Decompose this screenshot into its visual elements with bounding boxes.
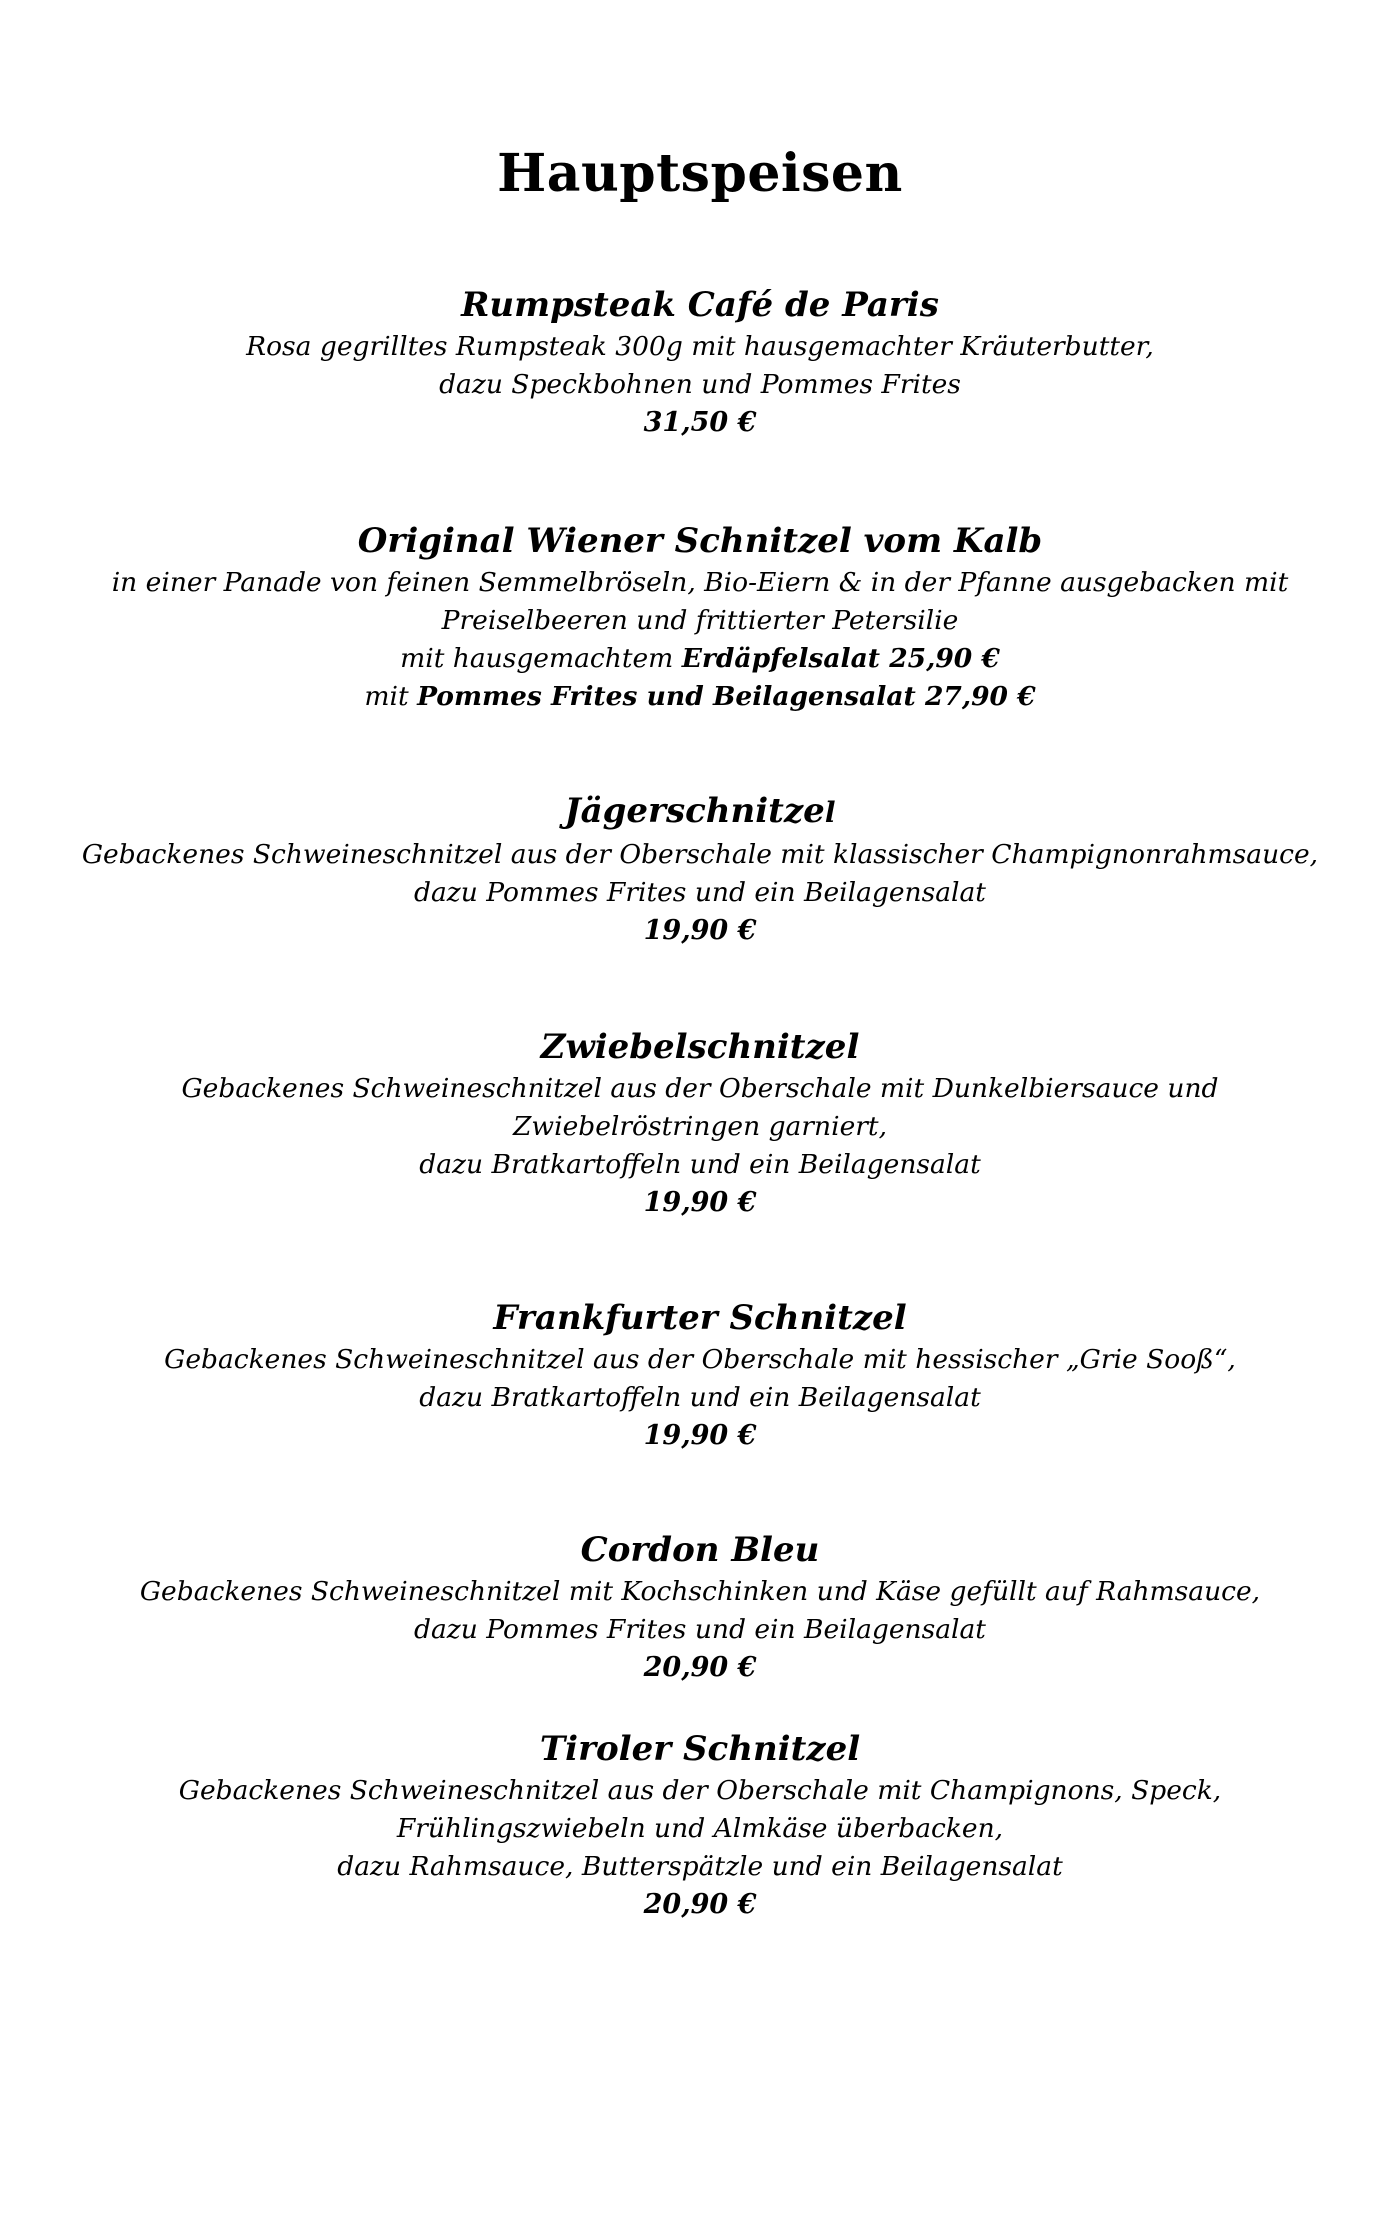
page-title: Hauptspeisen xyxy=(497,143,903,204)
dish-option-line xyxy=(0,678,1400,716)
dish-jaegerschnitzel xyxy=(0,788,1400,950)
dish-description-line: Preiselbeeren und frittierter Petersilie xyxy=(441,605,959,636)
dish-name: Frankfurter Schnitzel xyxy=(493,1298,907,1338)
dish-tiroler-schnitzel xyxy=(0,1726,1400,1924)
dish-description-line: dazu Bratkartoffeln und ein Beilagensalat xyxy=(419,1149,981,1180)
dish-description-line: dazu Speckbohnen und Pommes Frites xyxy=(439,369,961,400)
dish-name: Rumpsteak Café de Paris xyxy=(461,285,939,325)
dish-price: 20,90 € xyxy=(643,1652,757,1683)
dish-description-line: Gebackenes Schweineschnitzel aus der Oberschale mit hessischer „Grie Sooß“, xyxy=(164,1344,1236,1375)
dish-price: 31,50 € xyxy=(643,407,757,438)
dish-description-line: Gebackenes Schweineschnitzel mit Kochschinken und Käse gefüllt auf Rahmsauce, xyxy=(139,1576,1261,1607)
dish-description-line: Gebackenes Schweineschnitzel aus der Oberschale mit klassischer Champignonrahmsauce, xyxy=(81,839,1319,870)
dish-price: 19,90 € xyxy=(643,1187,757,1218)
option-item-price: Pommes Frites und Beilagensalat 27,90 € xyxy=(417,681,1036,712)
dish-name: Zwiebelschnitzel xyxy=(540,1027,860,1067)
dish-name: Original Wiener Schnitzel vom Kalb xyxy=(357,521,1043,561)
dish-description-line: dazu Pommes Frites und ein Beilagensalat xyxy=(414,1614,986,1645)
dish-rumpsteak xyxy=(0,282,1400,442)
option-prefix: mit xyxy=(364,681,418,712)
dish-description-line: Rosa gegrilltes Rumpsteak 300g mit hausgemachter Kräuterbutter, xyxy=(246,331,1154,362)
dish-name: Cordon Bleu xyxy=(580,1530,820,1570)
option-item-price: Erdäpfelsalat 25,90 € xyxy=(681,643,1000,674)
dish-name-main: Jägerschnitze xyxy=(564,791,825,831)
dish-price: 19,90 € xyxy=(643,1420,757,1451)
dish-price: 20,90 € xyxy=(643,1889,757,1920)
dish-name xyxy=(0,788,1400,836)
option-prefix: mit hausgemachtem xyxy=(400,643,682,674)
dish-zwiebelschnitzel xyxy=(0,1024,1400,1222)
dish-description-line: dazu Bratkartoffeln und ein Beilagensalat xyxy=(419,1382,981,1413)
dish-description-line: dazu Pommes Frites und ein Beilagensalat xyxy=(414,877,986,908)
dish-description-line: Gebackenes Schweineschnitzel aus der Oberschale mit Dunkelbiersauce und xyxy=(181,1073,1219,1104)
dish-frankfurter-schnitzel xyxy=(0,1295,1400,1455)
dish-name-tail: l xyxy=(824,796,836,829)
dish-option-line xyxy=(0,640,1400,678)
dish-description-line: in einer Panade von feinen Semmelbröseln, Bio-Eiern & in der Pfanne ausgebacken mit xyxy=(111,567,1289,598)
dish-description-line: dazu Rahmsauce, Butterspätzle und ein Beilagensalat xyxy=(337,1851,1063,1882)
dish-name: Tiroler Schnitzel xyxy=(539,1729,861,1769)
dish-description-line: Gebackenes Schweineschnitzel aus der Oberschale mit Champignons, Speck, xyxy=(178,1775,1222,1806)
dish-description-line: Frühlingszwiebeln und Almkäse überbacken, xyxy=(396,1813,1004,1844)
dish-wiener-schnitzel xyxy=(0,518,1400,716)
dish-cordon-bleu xyxy=(0,1527,1400,1687)
dish-price: 19,90 € xyxy=(643,915,757,946)
dish-description-line: Zwiebelröstringen garniert, xyxy=(513,1111,887,1142)
